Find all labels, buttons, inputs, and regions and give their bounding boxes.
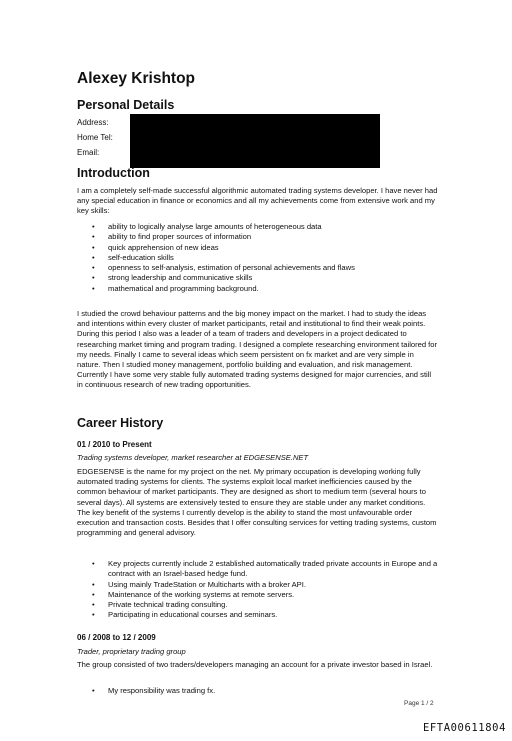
job1-description: EDGESENSE is the name for my project on the net. My primary occupation is developing working fully automated trading systems for clients. The systems exploit local market inefficiencies caused by the common behaviour of market participants. They are designed as short to medium term (several hours to several days). All systems are extensively tested to ensure they are stable under any market conditions. The key benefit of the systems I currently develop is the ability to stand the most unfavourable order execution and transaction costs. Besides that I offer consulting services for vetting trading systems, custom programming and general advisory. bbox=[77, 467, 437, 538]
list-item: • strong leadership and communicative skills bbox=[77, 273, 439, 283]
document-id-stamp: EFTA00611804 bbox=[422, 722, 506, 734]
job2-period: 06 / 2008 to 12 / 2009 bbox=[77, 633, 156, 642]
introduction-summary-paragraph: I studied the crowd behaviour patterns and the big money impact on the market. I had to study the ideas and intentions within every cluster of market participants, retail and institutional to find their weak points. During this period I also was a leader of a team of traders and developers in a project dedicated to researching market timing and program trading. I designed a complete researching environment tailored for my needs. Finally I came to several ideas which seem persistent on fx market and are very simple in nature. Then I studied money management, portfolio building and evaluation, and risk management. Currently I have some very stable fully automated trading systems designed for major currencies, and still in continuous research of new trading opportunities. bbox=[77, 309, 438, 390]
list-item: • self-education skills bbox=[77, 253, 439, 263]
introduction-paragraph: I am a completely self-made successful algorithmic automated trading systems developer. I have never had any special education in finance or economics and all my achievements come from extensive work and my key skills: bbox=[77, 186, 438, 216]
list-item: • openness to self-analysis, estimation of personal achievements and flaws bbox=[77, 263, 439, 273]
candidate-name: Alexey Krishtop bbox=[77, 70, 196, 87]
list-item: • mathematical and programming background. bbox=[77, 284, 439, 294]
job1-role: Trading systems developer, market researcher at EDGESENSE.NET bbox=[77, 453, 309, 462]
job2-bullets bbox=[77, 686, 439, 696]
job2-description: The group consisted of two traders/developers managing an account for a private investor based in Israel. bbox=[77, 660, 433, 669]
list-item: • ability to logically analyse large amounts of heterogeneous data bbox=[77, 222, 439, 232]
list-item: • Private technical trading consulting. bbox=[77, 600, 439, 610]
job1-bullets bbox=[77, 559, 439, 621]
list-item: • quick apprehension of new ideas bbox=[77, 243, 439, 253]
email-label: Email: bbox=[77, 148, 100, 157]
redaction-block bbox=[130, 114, 380, 168]
job1-period: 01 / 2010 to Present bbox=[77, 440, 152, 449]
list-item: • Key projects currently include 2 established automatically traded private accounts in Europe and a contract with an Israel-based hedge fund. bbox=[77, 559, 439, 580]
list-item: • Using mainly TradeStation or Multicharts with a broker API. bbox=[77, 580, 439, 590]
job2-role: Trader, proprietary trading group bbox=[77, 647, 186, 656]
list-item: • Maintenance of the working systems at remote servers. bbox=[77, 590, 439, 600]
list-item: • My responsibility was trading fx. bbox=[77, 686, 439, 696]
page-number: Page 1 / 2 bbox=[404, 700, 434, 707]
home-tel-label: Home Tel: bbox=[77, 133, 113, 142]
list-item: • Participating in educational courses and seminars. bbox=[77, 610, 439, 620]
introduction-heading: Introduction bbox=[77, 166, 150, 180]
career-history-heading: Career History bbox=[77, 416, 164, 430]
list-item: • ability to find proper sources of information bbox=[77, 232, 439, 242]
skills-list bbox=[77, 222, 439, 294]
address-label: Address: bbox=[77, 118, 109, 127]
personal-details-heading: Personal Details bbox=[77, 98, 175, 112]
